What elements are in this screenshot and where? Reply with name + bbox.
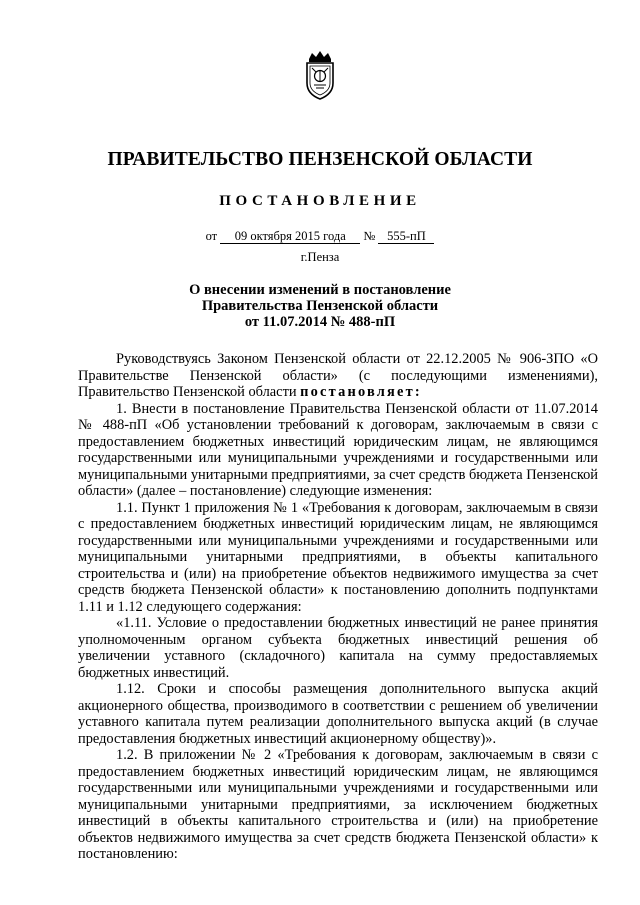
paragraph-1-1: 1.1. Пункт 1 приложения № 1 «Требования к договорам, заключаемым в связи с предоставлением бюджетных инвестиций юридическим лицам, не являющимся государственными или муниципальными учреждениями и государственными или муниципальными унитарными предприятиями, в объекты капитального строительства и (или) на приобретение объектов недвижимого имущества за счет средств бюджета Пензенской области» к постановлению дополнить подпунктами 1.11 и 1.12 следующего содержания:: [78, 499, 598, 615]
subject-line-1: О внесении изменений в постановление: [189, 282, 451, 298]
city: г.Пенза: [300, 250, 340, 264]
decree-body: [78, 351, 598, 863]
decree-date: 09 октября 2015 года: [220, 229, 360, 244]
intro-text: Руководствуясь Законом Пензенской области от 22.12.2005 № 906-ЗПО «О Правительстве Пензенской области» (с последующими изменениями), Правительство Пензенской области: [78, 351, 598, 400]
government-title: ПРАВИТЕЛЬСТВО ПЕНЗЕНСКОЙ ОБЛАСТИ: [107, 149, 533, 170]
subject-line-3: от 11.07.2014 № 488-пП: [244, 314, 396, 330]
date-number-line: [0, 229, 640, 244]
paragraph-1-2: 1.2. В приложении № 2 «Требования к договорам, заключаемым в связи с предоставлением бюджетных инвестиций юридическим лицам, не являющимся государственными или муниципальными учреждениями и государственными или муниципальными унитарными предприятиями, за исключением бюджетных инвестиций в объекты капитального строительства и (или) на приобретение объектов недвижимого имущества за счет средств бюджета Пензенской области» к постановлению:: [78, 747, 598, 862]
decree-number: 555-пП: [378, 229, 434, 244]
coat-of-arms-emblem: [300, 50, 340, 100]
decree-subject: [0, 282, 640, 330]
document-type: ПОСТАНОВЛЕНИЕ: [219, 193, 421, 209]
paragraph-1: 1. Внести в постановление Правительства Пензенской области от 11.07.2014 № 488-пП «Об установлении требований к договорам, заключаемым в связи с предоставлением бюджетных инвестиций юридическим лицам, не являющимся государственными или муниципальными учреждениями и государственными или муниципальными унитарными предприятиями, за счет средств бюджета Пензенской области» (далее – постановление) следующие изменения:: [78, 400, 599, 499]
subject-line-2: Правительства Пензенской области: [201, 298, 439, 314]
quote-1-11: «1.11. Условие о предоставлении бюджетных инвестиций не ранее принятия уполномоченным органом субъекта бюджетных инвестиций решения об увеличении уставного (складочного) капитала на сумму предоставляемых бюджетных инвестиций.: [78, 615, 598, 681]
decrees-word: постановляет:: [300, 384, 422, 400]
number-label: №: [363, 229, 376, 243]
intro-paragraph: [78, 351, 598, 401]
quote-1-12: 1.12. Сроки и способы размещения дополнительного выпуска акций акционерного общества, производимого в соответствии с решением об увеличении уставного капитала путем реализации дополнительного выпуска акций (в случае предоставления бюджетных инвестиций акционерному обществу)».: [78, 681, 598, 747]
from-label: от: [205, 229, 218, 243]
